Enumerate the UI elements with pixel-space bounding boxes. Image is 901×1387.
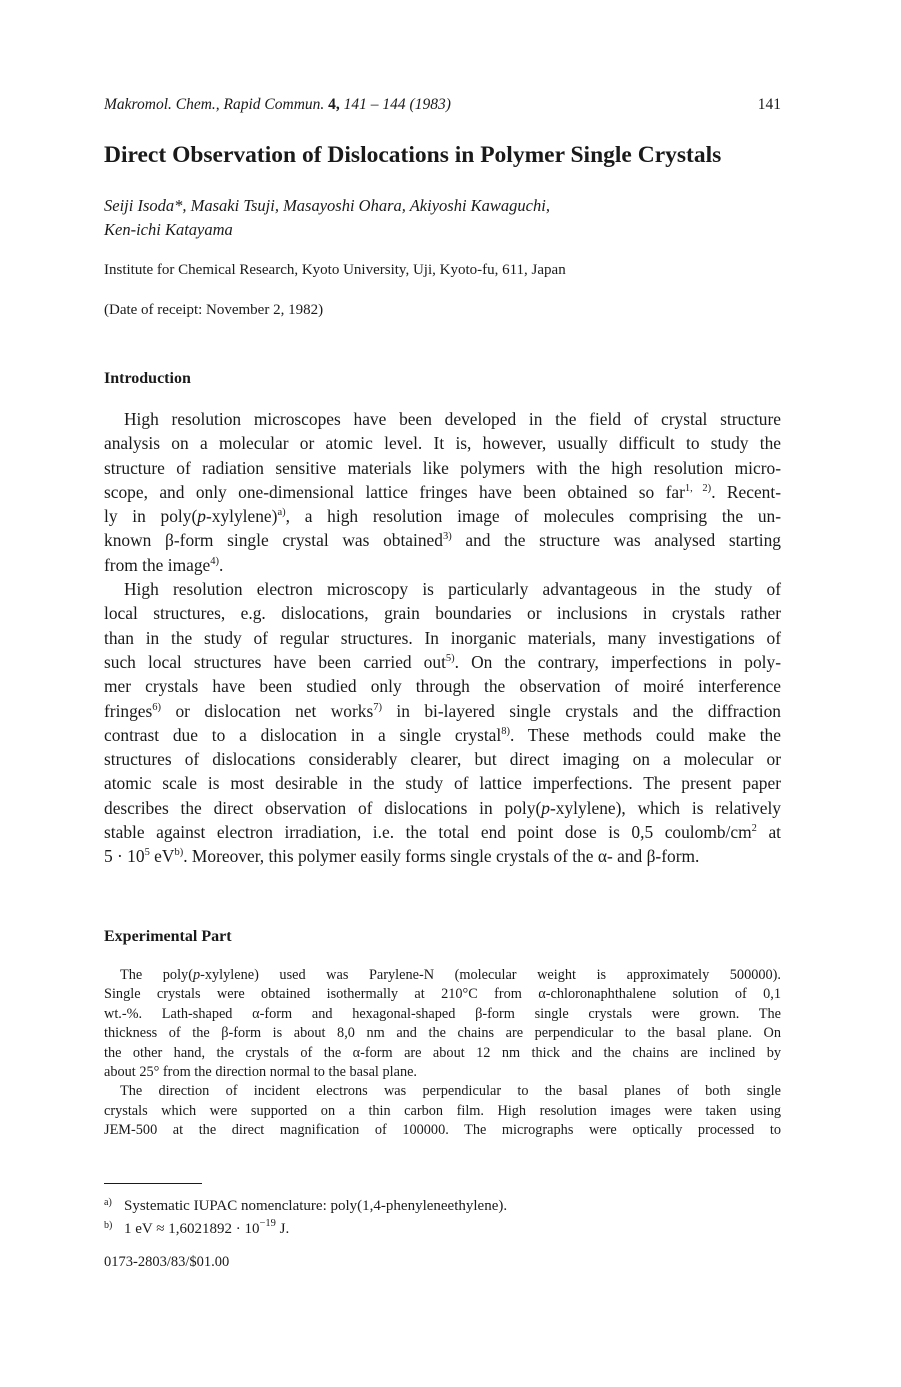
text-line: fringes$^{6)}$ or dislocation net works$^{7)}$ in bi-layered single crystals and the diffraction: [104, 700, 781, 721]
reference-mark: 6): [152, 701, 162, 713]
text-line: wt.-%. Lath-shaped α-form and hexagonal-shaped β-form single crystals were grown. The: [104, 1005, 781, 1022]
footnote-mark: b): [174, 847, 184, 859]
footnote-mark: b): [104, 1220, 113, 1231]
text-line: ly in poly(p-xylylene)$^{a)}$, a high resolution image of molecules comprising the un-: [104, 506, 782, 527]
text-line: The poly(p-xylylene) used was Parylene-N (molecular weight is approximately 500000).: [120, 967, 782, 983]
text-line: analysis on a molecular or atomic level. It is, however, usually difficult to study the: [104, 433, 781, 454]
section-heading-introduction: Introduction: [104, 370, 191, 387]
page-number: 141: [757, 96, 781, 113]
introduction-text: [104, 407, 781, 869]
text-line: stable against electron irradiation, i.e. the total end point dose is 0,5 coulomb/$cm^2$ at: [104, 822, 781, 843]
running-head: [104, 96, 781, 114]
reference-mark: 5): [445, 652, 455, 664]
journal-name: Makromol. Chem., Rapid Commun.: [104, 96, 325, 113]
text-line: thickness of the β-form is about 8,0 nm and the chains are perpendicular to the basal plane. On: [104, 1025, 781, 1042]
reference-mark: 4): [210, 555, 219, 567]
reference-mark: 7): [373, 701, 382, 713]
affiliation: Institute for Chemical Research, Kyoto University, Uji, Kyoto-fu, 611, Japan: [104, 262, 566, 278]
superscript: 5: [144, 847, 150, 859]
receipt-date: (Date of receipt: November 2, 1982): [104, 302, 324, 318]
superscript: 2: [751, 823, 757, 835]
footnote-mark: a): [104, 1197, 112, 1208]
article-title: Direct Observation of Dislocations in Polymer Single Crystals: [104, 142, 722, 168]
text-line: The direction of incident electrons was perpendicular to the basal planes of both single: [120, 1083, 781, 1100]
text-line: crystals which were supported on a thin carbon film. High resolution images were taken using: [104, 1102, 781, 1119]
text-line: structure of radiation sensitive materials like polymers with the high resolution micro-: [104, 457, 781, 478]
text-line: about 25° from the direction normal to the basal plane.: [104, 1063, 418, 1080]
text-line: describes the direct observation of dislocations in poly(p-xylylene), which is relatively: [104, 797, 781, 818]
text-line: High resolution electron microscopy is particularly advantageous in the study of: [124, 579, 781, 600]
text-line: local structures, e.g. dislocations, grain boundaries or inclusions in crystals rather: [104, 603, 781, 624]
author-line: Ken-ichi Katayama: [104, 220, 233, 239]
footnote: b) 1 eV ≈ $1,6021892 \cdot 10^{-19}$ J.: [104, 1218, 290, 1237]
author-list: [104, 194, 744, 242]
text-line: Single crystals were obtained isothermally at 210°C from α-chloronaphthalene solution of 0,1: [104, 986, 781, 1003]
text-line: structures of dislocations considerably clearer, but direct imaging on a molecular or: [104, 749, 781, 770]
text-line: atomic scale is most desirable in the study of lattice imperfections. The present paper: [104, 773, 781, 794]
text-line: such local structures have been carried out$^{5)}$. On the contrary, imperfections in poly-: [104, 651, 781, 672]
footnote-mark: a): [277, 507, 286, 519]
journal-volume: 4,: [328, 96, 340, 113]
reference-mark: 1, 2): [684, 482, 712, 494]
text-line: from the image$^{4)}$.: [104, 554, 224, 575]
experimental-text: [104, 966, 781, 1141]
text-line: mer crystals have been studied only through the observation of moiré interference: [104, 676, 781, 697]
text-line: the other hand, the crystals of the α-form are about 12 nm thick and the chains are inclined by: [104, 1044, 781, 1061]
text-line: than in the study of regular structures. In inorganic materials, many investigations of: [104, 627, 781, 648]
article-code: 0173-2803/83/$01.00: [104, 1254, 230, 1270]
reference-mark: 3): [442, 531, 452, 543]
text-line: $5 \cdot 10^5$ $eV^{b)}$. Moreover, this polymer easily forms single crystals of the α- and β-form.: [104, 846, 700, 867]
text-line: known β-form single crystal was obtained$^{3)}$ and the structure was analysed starting: [104, 530, 781, 551]
text-line: contrast due to a dislocation in a single crystal$^{8)}$. These methods could make the: [104, 724, 781, 745]
journal-pages: 141 – 144 (1983): [343, 96, 451, 113]
footnote: a) Systematic IUPAC nomenclature: poly(1,4-phenyleneethylene).: [104, 1193, 507, 1216]
text-line: JEM-500 at the direct magnification of 100000. The micrographs were optically processed to: [104, 1122, 781, 1139]
reference-mark: 8): [501, 725, 510, 737]
footnote-divider: [104, 1183, 202, 1184]
author-line: Seiji Isoda*, Masaki Tsuji, Masayoshi Ohara, Akiyoshi Kawaguchi,: [104, 196, 550, 215]
text-line: High resolution microscopes have been developed in the field of crystal structure: [124, 409, 781, 429]
text-line: scope, and only one-dimensional lattice fringes have been obtained so far$^{1, 2)}$. Recent-: [104, 481, 782, 502]
footnotes: [104, 1193, 507, 1239]
section-heading-experimental: Experimental Part: [104, 928, 232, 945]
